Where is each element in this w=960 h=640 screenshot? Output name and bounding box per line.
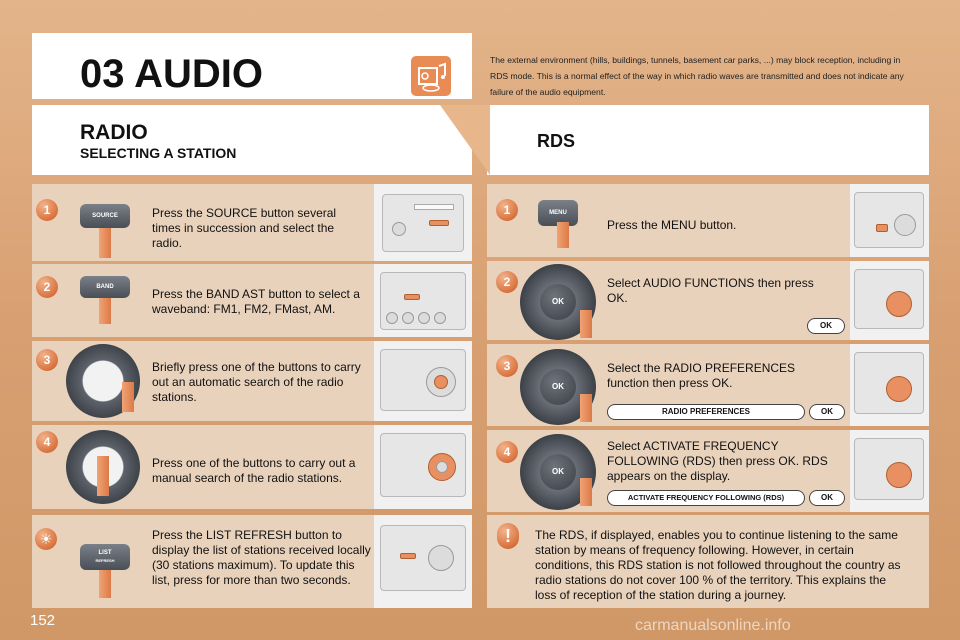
activate-frequency-following-label: ACTIVATE FREQUENCY FOLLOWING (RDS) [607, 490, 805, 506]
radio-unit-image [374, 341, 472, 421]
ok-label: OK [809, 490, 845, 506]
step-text: Press the MENU button. [607, 218, 737, 232]
press-arrow-icon [580, 310, 592, 338]
menu-button-image: MENU [538, 200, 578, 226]
step-text: Press the BAND AST button to select a waveband: FM1, FM2, FMast, AM. [152, 287, 360, 316]
step-text: Press the SOURCE button several times in succession and select the radio. [152, 206, 337, 250]
step-number-badge: 3 [36, 349, 58, 371]
radio-unit-image [374, 425, 472, 509]
list-button-label: LIST [98, 550, 112, 556]
press-arrow-icon [580, 394, 592, 422]
rds-heading: RDS [537, 131, 576, 151]
radio-unit-image [850, 430, 929, 512]
radio-unit-image [374, 515, 472, 608]
radio-preferences-label: RADIO PREFERENCES [607, 404, 805, 420]
press-arrow-icon [99, 228, 111, 258]
band-button-image: BAND [80, 276, 130, 298]
reception-notice: The external environment (hills, buildings, tunnels, basement car parks, ...) may block reception, including in RDS mode. This is a normal effect of the way in which radio waves are transmitted and does not indicate any failure of the audio equipment. [490, 55, 904, 97]
radio-heading: RADIO [80, 121, 148, 144]
selecting-station-heading: SELECTING A STATION [80, 145, 237, 161]
step-text: Select the RADIO PREFERENCES function then press OK. [607, 361, 796, 390]
step-text: Briefly press one of the buttons to carry out an automatic search of the radio stations. [152, 360, 361, 404]
ok-dial-center: OK [540, 454, 576, 490]
ok-dial-center: OK [540, 284, 576, 320]
step-number-badge: 4 [36, 431, 58, 453]
step-text: Select ACTIVATE FREQUENCY FOLLOWING (RDS) then press OK. RDS appears on the display. [607, 439, 828, 483]
ok-dial-center: OK [540, 369, 576, 405]
ok-label: OK [809, 404, 845, 420]
step-text: Select AUDIO FUNCTIONS then press OK. [607, 276, 814, 305]
press-arrow-icon [99, 298, 111, 324]
radio-unit-image [850, 261, 929, 340]
step-number-badge: 2 [496, 271, 518, 293]
press-arrow-icon [580, 478, 592, 506]
step-number-badge: 2 [36, 276, 58, 298]
refresh-button-label: REFRESH [95, 558, 115, 563]
list-refresh-button-image [80, 544, 130, 570]
section-divider [440, 105, 490, 175]
audio-icon [411, 56, 451, 96]
press-arrow-icon [97, 456, 109, 496]
source-button-image: SOURCE [80, 204, 130, 228]
step-number-badge: 1 [496, 199, 518, 221]
warning-icon: ! [497, 523, 519, 549]
info-icon: ☀ [35, 528, 57, 550]
radio-unit-image [850, 344, 929, 426]
press-arrow-icon [99, 570, 111, 598]
press-arrow-icon [557, 222, 569, 248]
radio-unit-image [850, 184, 929, 257]
info-text: Press the LIST REFRESH button to display the list of stations received locally (30 stations maximum). To update this list, press for more than two seconds. [152, 528, 371, 587]
step-number-badge: 3 [496, 355, 518, 377]
watermark: carmanualsonline.info [635, 617, 791, 634]
radio-unit-image [374, 184, 472, 261]
page-number: 152 [30, 612, 56, 629]
rds-warning-text: The RDS, if displayed, enables you to continue listening to the same station by means of frequency following. However, in certain conditions, this RDS station is not followed throughout the country as radio stations do not cover 100 % of the territory. This explains the loss of reception of the station during a journey. [535, 528, 901, 602]
step-text: Press one of the buttons to carry out a manual search of the radio stations. [152, 456, 356, 485]
ok-label: OK [807, 318, 845, 334]
press-arrow-icon [122, 382, 134, 412]
step-number-badge: 1 [36, 199, 58, 221]
page-title: 03 AUDIO [80, 52, 264, 96]
radio-unit-image [374, 264, 472, 337]
step-number-badge: 4 [496, 441, 518, 463]
